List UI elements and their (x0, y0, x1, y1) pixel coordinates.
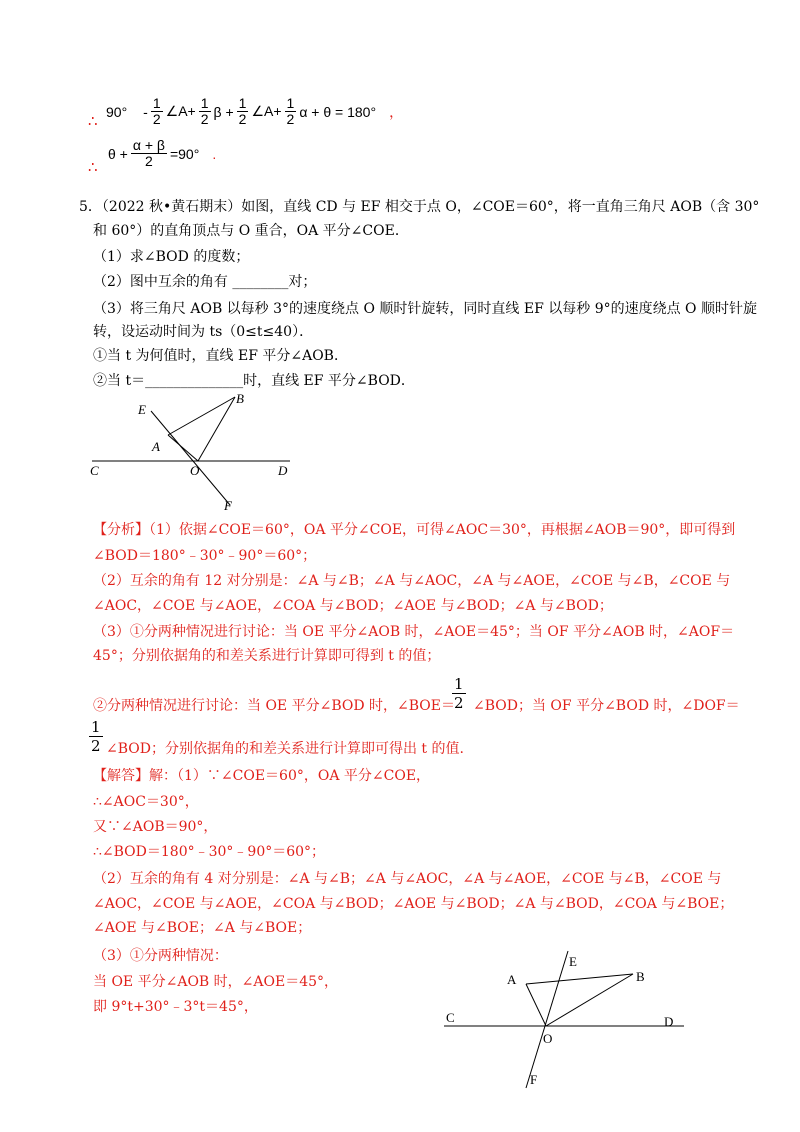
therefore-symbol-2: ∴ (88, 158, 98, 176)
formula-period: . (212, 145, 217, 162)
question-3b: 转，设运动时间为 ts（0≤t≤40）． (93, 324, 314, 340)
fraction-alpha-beta: $\frac{\alpha + \beta}{2}$ (132, 137, 165, 169)
label-e: E (138, 402, 146, 417)
question-2: （2）图中互余的角有 ________对； (93, 274, 317, 290)
label-b: B (236, 391, 244, 406)
analysis-line-7b: ∠BOD；当 OF 平分∠BOD 时，∠DOF＝ (473, 698, 740, 714)
answer-line-9: 当 OE 平分∠AOB 时，∠AOE＝45°， (93, 974, 339, 990)
analysis-line-2: ∠BOD＝180°﹣30°﹣90°＝60°； (93, 548, 317, 564)
label-c: C (90, 463, 99, 478)
question-3-2: ②当 t＝______________时，直线 EF 平分∠BOD． (93, 373, 415, 389)
answer-line-4: ∴∠BOD＝180°﹣30°﹣90°＝60°； (93, 844, 326, 860)
analysis-line-3: （2）互余的角有 12 对分别是：∠A 与∠B；∠A 与∠AOC，∠A 与∠AOE，∠COE 与∠B，∠COE 与 (93, 573, 731, 589)
label-a-2: A (507, 972, 517, 987)
answer-line-7: ∠AOE 与∠BOE；∠A 与∠BOE； (93, 920, 312, 936)
question-3a: （3）将三角尺 AOB 以每秒 3°的速度绕点 O 顺时针旋转，同时直线 EF 以每秒 9°的速度绕点 O 顺时针旋 (93, 301, 757, 317)
analysis-line-6: 45°；分别依据角的和差关系进行计算即可得到 t 的值； (93, 648, 441, 664)
label-f: F (224, 498, 232, 513)
analysis-line-7a: ②分两种情况进行讨论：当 OE 平分∠BOD 时，∠BOE＝ (93, 698, 456, 714)
fraction-half-1: $\frac{1}{2}$ (152, 95, 161, 127)
problem-line-2: 和 60°）的直角顶点与 O 重合，OA 平分∠COE． (93, 223, 409, 239)
answer-line-1: 【解答】解：（1）∵∠COE＝60°，OA 平分∠COE， (93, 768, 431, 784)
label-c-2: C (446, 1010, 455, 1025)
formula-line-2 (108, 138, 216, 169)
fraction-half-3: $\frac{1}{2}$ (238, 95, 247, 127)
formula-equals-90: =90° (169, 145, 200, 162)
answer-line-8: （3）①分两种情况： (93, 948, 228, 964)
label-a: A (152, 439, 160, 454)
question-3-1: ①当 t 为何值时，直线 EF 平分∠AOB． (93, 348, 348, 364)
side-ab (168, 397, 235, 435)
label-b-2: B (636, 969, 645, 984)
answer-line-2: ∴∠AOC＝30°， (93, 794, 199, 810)
analysis-line-8: ∠BOD；分别依据角的和差关系进行计算即可得出 t 的值. (106, 741, 464, 757)
label-f-2: F (530, 1072, 538, 1087)
formula-angle-a: ∠A+ (165, 103, 196, 119)
line-ef-2 (526, 951, 568, 1088)
side-ao-2 (526, 984, 546, 1026)
formula-90: 90° (106, 103, 128, 120)
formula-minus: - (143, 103, 148, 120)
answer-line-3: 又∵∠AOB＝90°， (93, 819, 218, 835)
formula-theta: θ + (108, 145, 128, 162)
line-ef (151, 411, 230, 505)
label-e-2: E (569, 954, 577, 969)
figure-2-diagram (440, 945, 690, 1095)
analysis-line-5: （3）①分两种情况进行讨论：当 OE 平分∠AOB 时，∠AOE＝45°；当 OF 平分∠AOB 时，∠AOF＝ (93, 624, 735, 640)
label-o-2: O (543, 1031, 553, 1046)
side-ao (168, 435, 198, 461)
side-bo (198, 397, 235, 461)
fraction-half-2: $\frac{1}{2}$ (200, 95, 209, 127)
formula-beta: β + (213, 103, 234, 120)
fraction-half-analysis-1: $\frac{1}{2}$ (454, 675, 464, 712)
formula-angle-a-2: ∠A+ (251, 103, 282, 119)
problem-line-1: 5．（2022 秋•黄石期末）如图，直线 CD 与 EF 相交于点 O，∠COE＝60°，将一直角三角尺 AOB（含 30° (79, 199, 760, 215)
therefore-symbol-1: ∴ (88, 112, 98, 130)
answer-line-5: （2）互余的角有 4 对分别是：∠A 与∠B；∠A 与∠AOC，∠A 与∠AOE，∠COE 与∠B，∠COE 与 (93, 871, 722, 887)
formula-comma: ， (389, 103, 404, 120)
analysis-line-1: 【分析】（1）依据∠COE＝60°，OA 平分∠COE，可得∠AOC＝30°，再根据∠AOB＝90°，即可得到 (93, 522, 736, 538)
side-ab-2 (526, 974, 633, 984)
label-d: D (278, 463, 288, 478)
formula-rest: α + θ = 180° (299, 103, 377, 120)
formula-line-1 (106, 96, 403, 127)
fraction-half-analysis-2: $\frac{1}{2}$ (91, 718, 101, 755)
analysis-line-4: ∠AOC，∠COE 与∠AOE，∠COA 与∠BOD；∠AOE 与∠BOD；∠A 与∠BOD； (93, 598, 613, 614)
question-1: （1）求∠BOD 的度数； (93, 249, 250, 265)
answer-line-10: 即 9°t+30°﹣3°t＝45°， (93, 999, 258, 1015)
label-o: O (190, 463, 200, 478)
fraction-half-4: $\frac{1}{2}$ (286, 95, 295, 127)
label-d-2: D (664, 1014, 674, 1029)
figure-1-diagram (80, 385, 310, 515)
answer-line-6: ∠AOC，∠COE 与∠AOE，∠COA 与∠BOD；∠AOE 与∠BOD；∠A 与∠BOD，∠COA 与∠BOE； (93, 896, 734, 912)
